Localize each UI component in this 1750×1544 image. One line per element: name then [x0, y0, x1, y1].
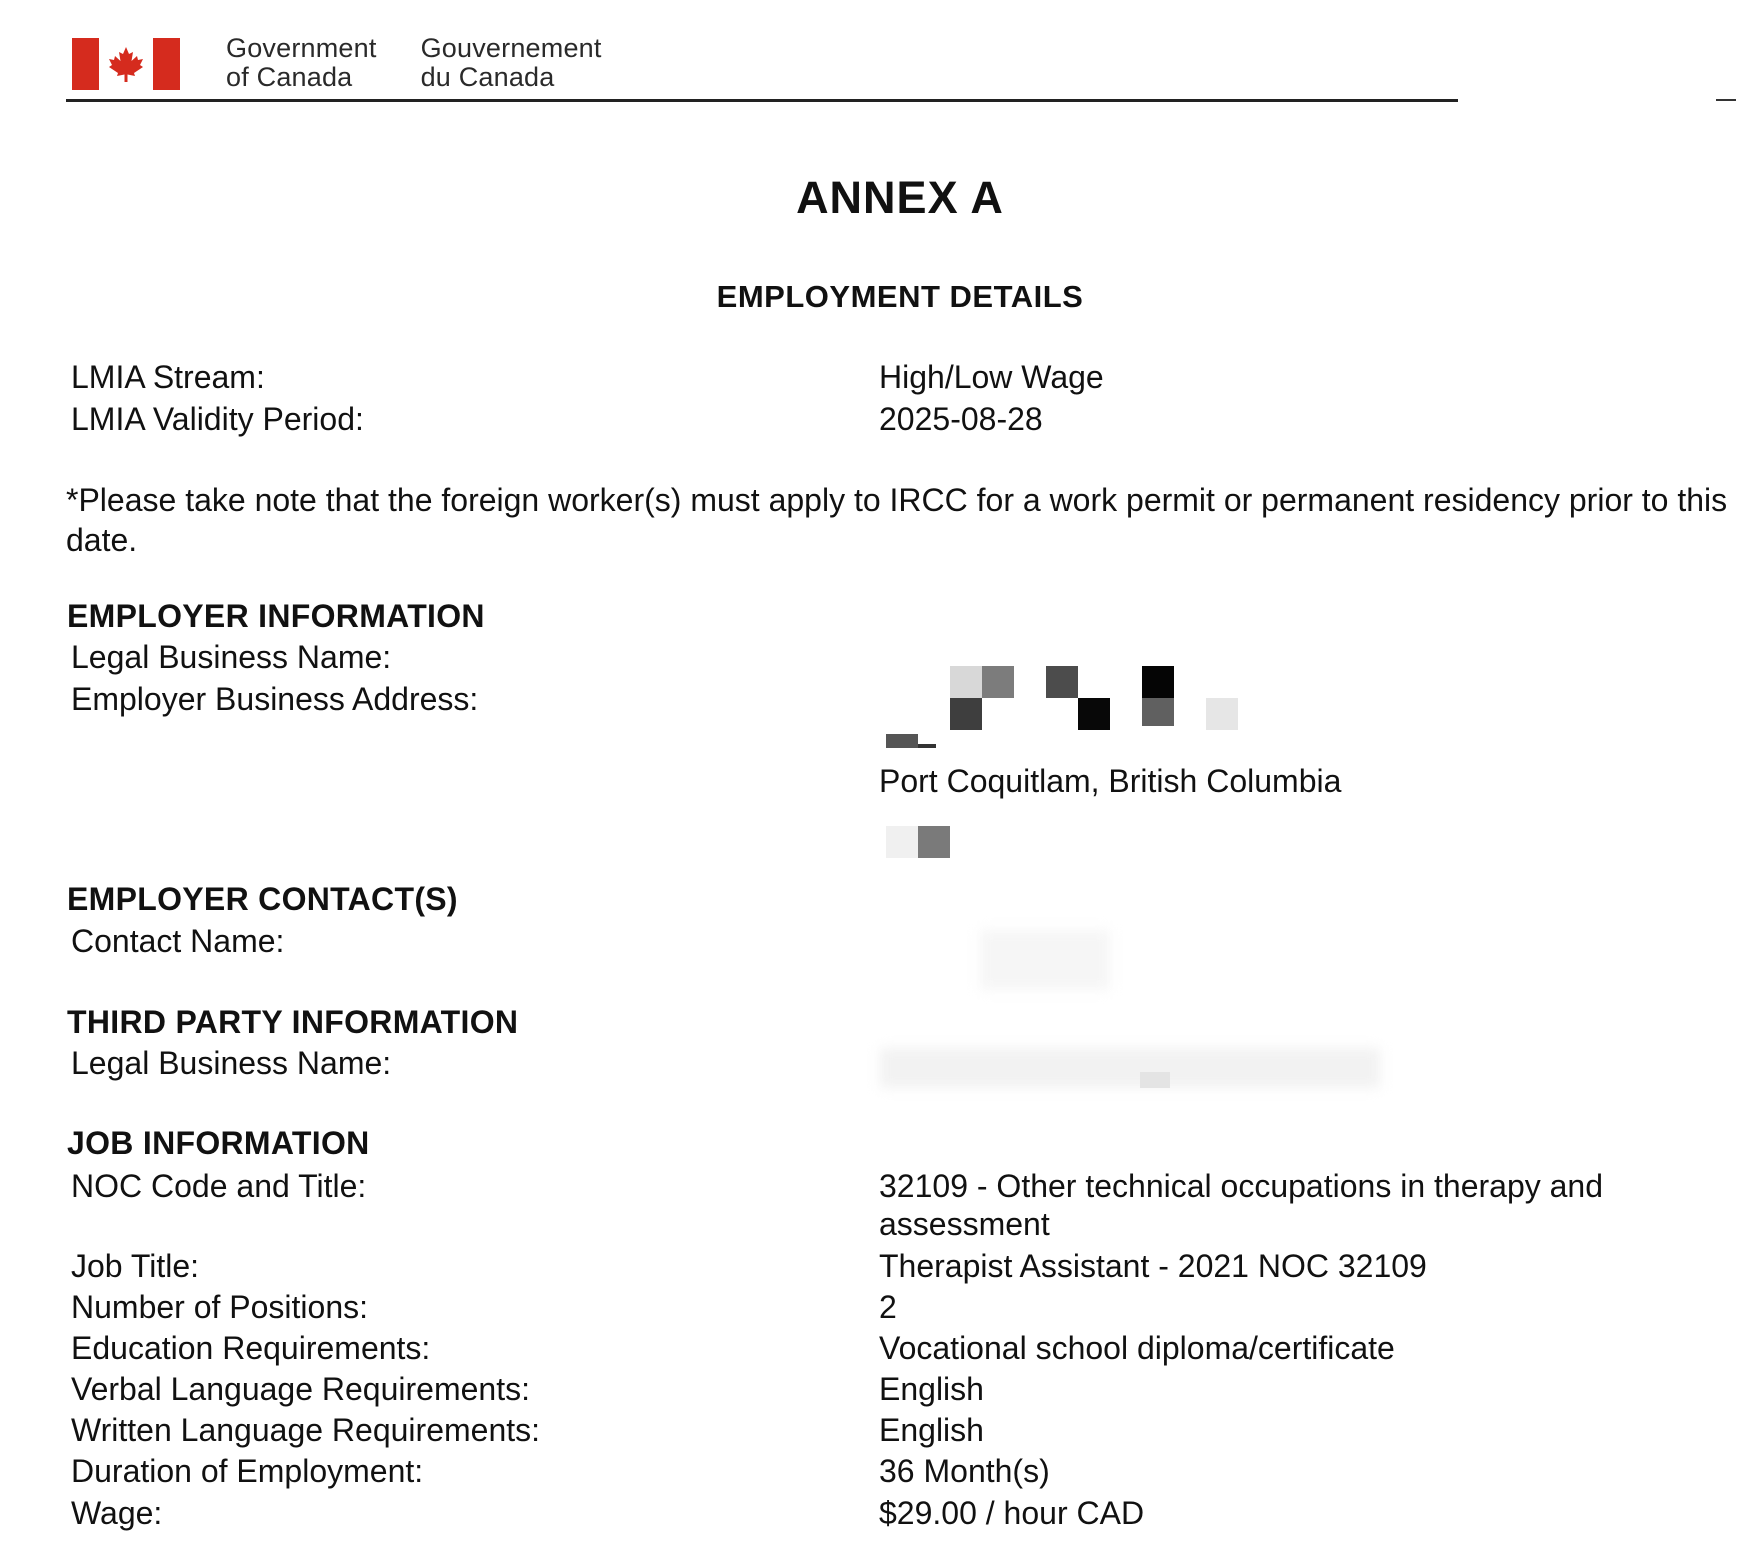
lmia-stream-label: LMIA Stream: — [71, 359, 265, 395]
lmia-validity-value: 2025-08-28 — [879, 401, 1043, 437]
education-value: Vocational school diploma/certificate — [879, 1330, 1395, 1366]
employer-legal-name-label: Legal Business Name: — [71, 639, 392, 675]
gov-en-line2: of Canada — [226, 62, 353, 92]
written-language-value: English — [879, 1412, 984, 1448]
employer-contacts-heading: EMPLOYER CONTACT(S) — [67, 881, 458, 917]
corner-mark — [1716, 99, 1736, 101]
third-party-heading: THIRD PARTY INFORMATION — [67, 1004, 519, 1040]
written-language-label: Written Language Requirements: — [71, 1412, 541, 1448]
canada-flag-icon — [72, 38, 180, 90]
redacted-employer-details — [880, 660, 1250, 760]
redacted-third-party-name — [880, 1048, 1400, 1104]
duration-value: 36 Month(s) — [879, 1453, 1050, 1489]
redacted-contact-name — [980, 930, 1110, 990]
job-title-label: Job Title: — [71, 1248, 200, 1284]
job-title-value: Therapist Assistant - 2021 NOC 32109 — [879, 1248, 1427, 1284]
redacted-postal-code — [880, 824, 960, 860]
education-label: Education Requirements: — [71, 1330, 431, 1366]
maple-leaf-icon — [106, 44, 146, 84]
section-title: EMPLOYMENT DETAILS — [716, 279, 1084, 314]
wage-value: $29.00 / hour CAD — [879, 1495, 1145, 1531]
contact-name-label: Contact Name: — [71, 923, 285, 959]
lmia-stream-value: High/Low Wage — [879, 359, 1104, 395]
lmia-validity-label: LMIA Validity Period: — [71, 401, 364, 437]
verbal-language-value: English — [879, 1371, 984, 1407]
validity-note: *Please take note that the foreign worker(s) must apply to IRCC for a work permit or permanent residency prior to this date. — [66, 482, 1728, 558]
page-title: ANNEX A — [796, 172, 1004, 223]
noc-label: NOC Code and Title: — [71, 1168, 367, 1204]
gov-fr-line1: Gouvernement — [420, 33, 602, 63]
duration-label: Duration of Employment: — [71, 1453, 424, 1489]
noc-value: 32109 - Other technical occupations in therapy and assessment — [879, 1168, 1604, 1242]
wage-label: Wage: — [71, 1495, 163, 1531]
third-party-legal-name-label: Legal Business Name: — [71, 1045, 392, 1081]
gov-fr-line2: du Canada — [420, 62, 555, 92]
employer-information-heading: EMPLOYER INFORMATION — [67, 598, 485, 634]
positions-label: Number of Positions: — [71, 1289, 369, 1325]
employer-address-city: Port Coquitlam, British Columbia — [879, 763, 1342, 799]
employer-address-label: Employer Business Address: — [71, 681, 479, 717]
verbal-language-label: Verbal Language Requirements: — [71, 1371, 530, 1407]
government-name-french — [421, 34, 602, 92]
header-divider — [66, 99, 1458, 102]
gov-en-line1: Government — [226, 33, 377, 63]
positions-value: 2 — [879, 1289, 897, 1325]
government-name-english — [226, 34, 377, 92]
job-information-heading: JOB INFORMATION — [67, 1125, 370, 1161]
government-header — [72, 34, 602, 92]
